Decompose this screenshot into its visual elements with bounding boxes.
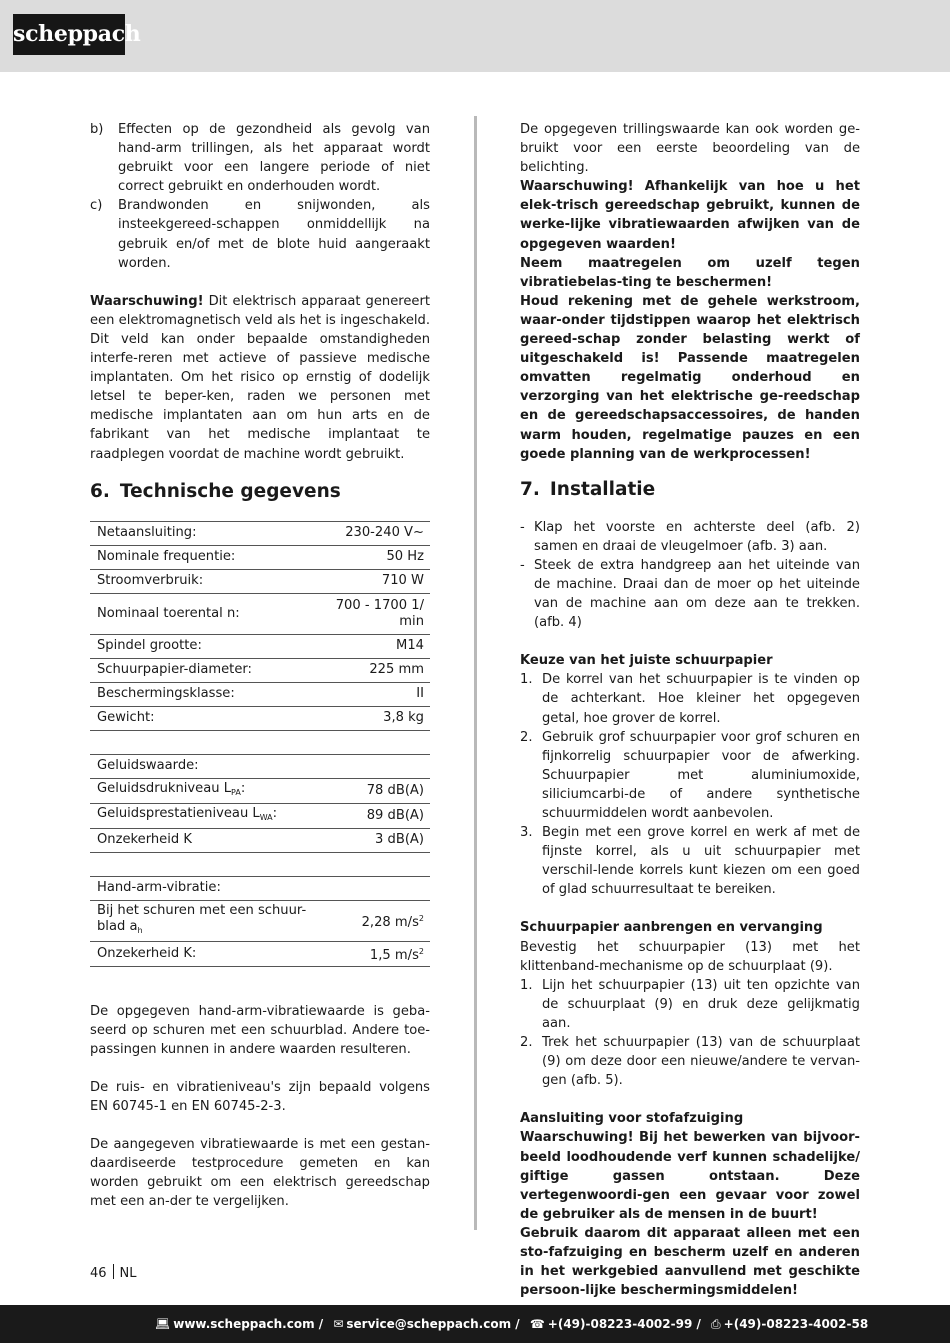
page-number-value: 46 — [90, 1266, 107, 1281]
list-text: Lijn het schuurpapier (13) uit ten opzichte van de schuurplaat (9) en druk deze gelijkmatig aan. — [542, 977, 860, 1031]
table-row — [90, 569, 430, 593]
spec-value: 3,8 kg — [320, 706, 430, 730]
spec-label: Nominale frequentie: — [90, 545, 320, 569]
table-row — [90, 658, 430, 682]
list-text: Klap het voorste en achterste deel (afb. 2) samen en draai de vleugelmoer (afb. 3) aan. — [534, 519, 860, 554]
spec-label: Geluidsprestatieniveau $L_{WA}$: — [90, 803, 320, 828]
table-row — [90, 545, 430, 569]
subheading-keuze: Keuze van het juiste schuurpapier — [520, 653, 773, 669]
table-row — [90, 706, 430, 730]
spec-value: 710 W — [320, 569, 430, 593]
list-item — [520, 728, 860, 823]
list-item — [520, 976, 860, 1033]
spec-value: II — [320, 682, 430, 706]
list-text: Steek de extra handgreep aan het uiteinde van de machine. Draai dan de moer op het uiteinde van de machine aan om deze aan te trekken. (afb. 4) — [534, 557, 860, 631]
list-marker: c) — [90, 198, 103, 214]
list-text: Trek het schuurpapier (13) van de schuurplaat (9) om deze door een nieuwe/andere te vervan-gen (afb. 5). — [542, 1035, 860, 1089]
table-row — [90, 900, 430, 941]
mail-icon: ✉ — [333, 1317, 344, 1331]
list-marker: b) — [90, 122, 104, 137]
aanbrengen-intro: Bevestig het schuurpapier (13) met het klittenband-mechanisme op de schuurplaat (9). — [520, 939, 860, 974]
spec-label: Onzekerheid K: — [90, 941, 320, 966]
spec-label: Gewicht: — [90, 706, 320, 730]
section-heading-6 — [90, 480, 430, 504]
list-marker: 2. — [520, 729, 533, 745]
fax-number: +(49)-08223-4002-58 — [723, 1317, 869, 1331]
list-item — [520, 670, 860, 727]
list-text: Begin met een grove korrel en werk af met de fijnste korrel, als u uit schuurpapier met verschil-lende korrels kunt kiezen om een goed of glad schuurresultaat te bereiken. — [542, 825, 860, 898]
page-number — [90, 1264, 137, 1284]
spec-value: 700 - 1700 1/ min — [320, 593, 430, 634]
table-row — [90, 876, 430, 900]
spec-value: 230-240 V~ — [320, 521, 430, 545]
list-text: De korrel van het schuurpapier is te vinden op de achterkant. Hoe kleiner het opgegeven getal, hoe grover de korrel. — [542, 672, 860, 726]
scheppach-logo: scheppach — [13, 14, 125, 55]
spec-label: Beschermingsklasse: — [90, 682, 320, 706]
spec-label: Geluidsdrukniveau $L_{PA}$: — [90, 778, 320, 803]
list-item — [90, 196, 430, 272]
subheading-aanbrengen: Schuurpapier aanbrengen en vervanging — [520, 920, 823, 936]
phone-number[interactable]: +(49)-08223-4002-99 / — [547, 1317, 701, 1331]
dust-warning: Waarschuwing! Bij het bewerken van bijvoor-beeld loodhoudende verf kunnen schadelijke/ giftige gassen ontstaan. Deze vertegenwoordi-gen een gevaar voor zowel de gebruiker als de mensen in de buurt! — [520, 1130, 860, 1222]
warning-label: Waarschuwing! — [90, 293, 204, 309]
spec-label: Spindel grootte: — [90, 634, 320, 658]
list-marker: - — [520, 519, 525, 535]
phone-icon: ☎ — [529, 1317, 545, 1331]
vibration-paragraph: De opgegeven hand-arm-vibratiewaarde is geba-seerd op schuren met een schuurblad. Andere toe-passingen kunnen in andere waarden resulteren. — [90, 1003, 430, 1057]
spec-label: Netaansluiting: — [90, 521, 320, 545]
spec-value: 3 dB(A) — [320, 828, 430, 852]
list-marker: 1. — [520, 977, 533, 993]
spec-value: 2,28 $m/s^2$ — [320, 900, 430, 941]
section-number: 6. — [90, 480, 110, 502]
vibration-header: Hand-arm-vibratie: — [90, 876, 430, 900]
table-row — [90, 682, 430, 706]
table-row — [90, 593, 430, 634]
table-row — [90, 828, 430, 852]
header-bar — [0, 0, 950, 72]
table-spacer — [90, 852, 430, 876]
table-row — [90, 803, 430, 828]
test-paragraph: De aangegeven vibratiewaarde is met een gestan-daardiseerde testprocedure gemeten en kan worden gebruikt om een elektrisch gereedschap met een an-der te vergelijken. — [90, 1137, 430, 1210]
email-link[interactable]: service@scheppach.com / — [346, 1317, 520, 1331]
table-row — [90, 521, 430, 545]
website-link[interactable]: www.scheppach.com / — [173, 1317, 324, 1331]
table-spacer — [90, 730, 430, 754]
list-marker: 1. — [520, 672, 533, 688]
spec-value: 78 dB(A) — [320, 778, 430, 803]
table-row — [90, 754, 430, 778]
list-text: Gebruik grof schuurpapier voor grof schuren en fijnkorrelig schuurpapier voor de afwerking. Schuurpapier met aluminiumoxide, siliciumcarbi-de of andere synthetische schuurmiddelen wordt aanbevolen. — [542, 729, 860, 821]
warning-text: Dit elektrisch apparaat genereert een elektromagnetisch veld als het is ingeschakeld. Dit veld kan onder bepaalde omstandigheden interfe-reren met actieve of passieve medische implantaten. Om het risico op ernstig of dodelijk letsel te beper-ken, raden we personen met medische implantaten aan om hun arts en de fabrikant van het medische implantaat te raadplegen voordat de machine wordt gebruikt. — [90, 293, 430, 462]
protection-warning: Neem maatregelen om uzelf tegen vibratiebelas-ting te beschermen! — [520, 255, 860, 290]
spec-label: Nominaal toerental n: — [90, 593, 320, 634]
list-item — [520, 823, 860, 899]
noise-header: Geluidswaarde: — [90, 754, 430, 778]
list-item — [520, 556, 860, 632]
computer-icon: 💻︎ — [155, 1317, 171, 1331]
vibration-warning: Waarschuwing! Afhankelijk van hoe u het elek-trisch gereedschap gebruikt, kunnen de werke-lijke vibratiewaarden afwijken van de opgegeven waarden! — [520, 179, 860, 252]
list-text: Brandwonden en snijwonden, als insteekgereed-schappen onmiddellijk na gebruik en/of met de blote huid aangeraakt worden. — [118, 198, 430, 271]
intro-paragraph: De opgegeven trillingswaarde kan ook worden ge-bruikt voor een eerste beoordeling van de belichting. — [520, 122, 860, 176]
page-separator — [113, 1264, 114, 1279]
left-column — [90, 120, 430, 1211]
list-item — [520, 1033, 860, 1090]
section-title: Technische gegevens — [119, 480, 341, 502]
fax-icon: ⎙ — [711, 1317, 721, 1331]
page-language: NL — [119, 1266, 137, 1281]
norm-paragraph: De ruis- en vibratieniveau's zijn bepaald volgens EN 60745-1 en EN 60745-2-3. — [90, 1079, 430, 1114]
list-marker: 3. — [520, 825, 533, 841]
spec-value: 225 mm — [320, 658, 430, 682]
section-heading-7 — [520, 478, 860, 502]
spec-table — [90, 521, 430, 967]
subheading-stofafzuiging: Aansluiting voor stofafzuiging — [520, 1111, 744, 1127]
table-row — [90, 634, 430, 658]
list-text: Effecten op de gezondheid als gevolg van hand-arm trillingen, als het apparaat wordt gebruikt voor een langere periode of niet correct gebruikt en onderhouden wordt. — [118, 122, 430, 195]
column-divider — [474, 116, 477, 1230]
spec-value: 1,5 $m/s^2$ — [320, 941, 430, 966]
list-marker: 2. — [520, 1035, 533, 1051]
spec-label: Bij het schuren met een schuur-blad $a_h$ — [90, 900, 320, 941]
spec-label: Schuurpapier-diameter: — [90, 658, 320, 682]
emf-warning-paragraph — [90, 292, 430, 464]
spec-label: Stroomverbruik: — [90, 569, 320, 593]
dust-warning-2: Gebruik daarom dit apparaat alleen met een sto-fafzuiging en bescherm uzelf en anderen in het werkgebied aanvullend met geschikte persoon-lijke beschermingsmiddelen! — [520, 1225, 860, 1299]
spec-value: M14 — [320, 634, 430, 658]
right-column — [520, 120, 860, 1300]
spec-label: Onzekerheid K — [90, 828, 320, 852]
section-number: 7. — [520, 478, 540, 500]
list-item — [90, 120, 430, 196]
list-item — [520, 518, 860, 556]
spec-value: 50 Hz — [320, 545, 430, 569]
list-marker: - — [520, 557, 525, 573]
footer-bar — [0, 1305, 950, 1343]
table-row — [90, 941, 430, 966]
table-row — [90, 778, 430, 803]
workflow-warning: Houd rekening met de gehele werkstroom, waar-onder tijdstippen waarop het elektrisch gereed-schap zonder belasting werkt of uitgeschakeld is! Passende maatregelen omvatten regelmatig onderhoud en verzorging van het elektrische ge-reedschap en de gereedschapsaccessoires, de handen warm houden, regelmatige pauzes en een goede planning van de werkprocessen! — [520, 293, 860, 462]
spec-value: 89 dB(A) — [320, 803, 430, 828]
section-title: Installatie — [549, 478, 656, 500]
